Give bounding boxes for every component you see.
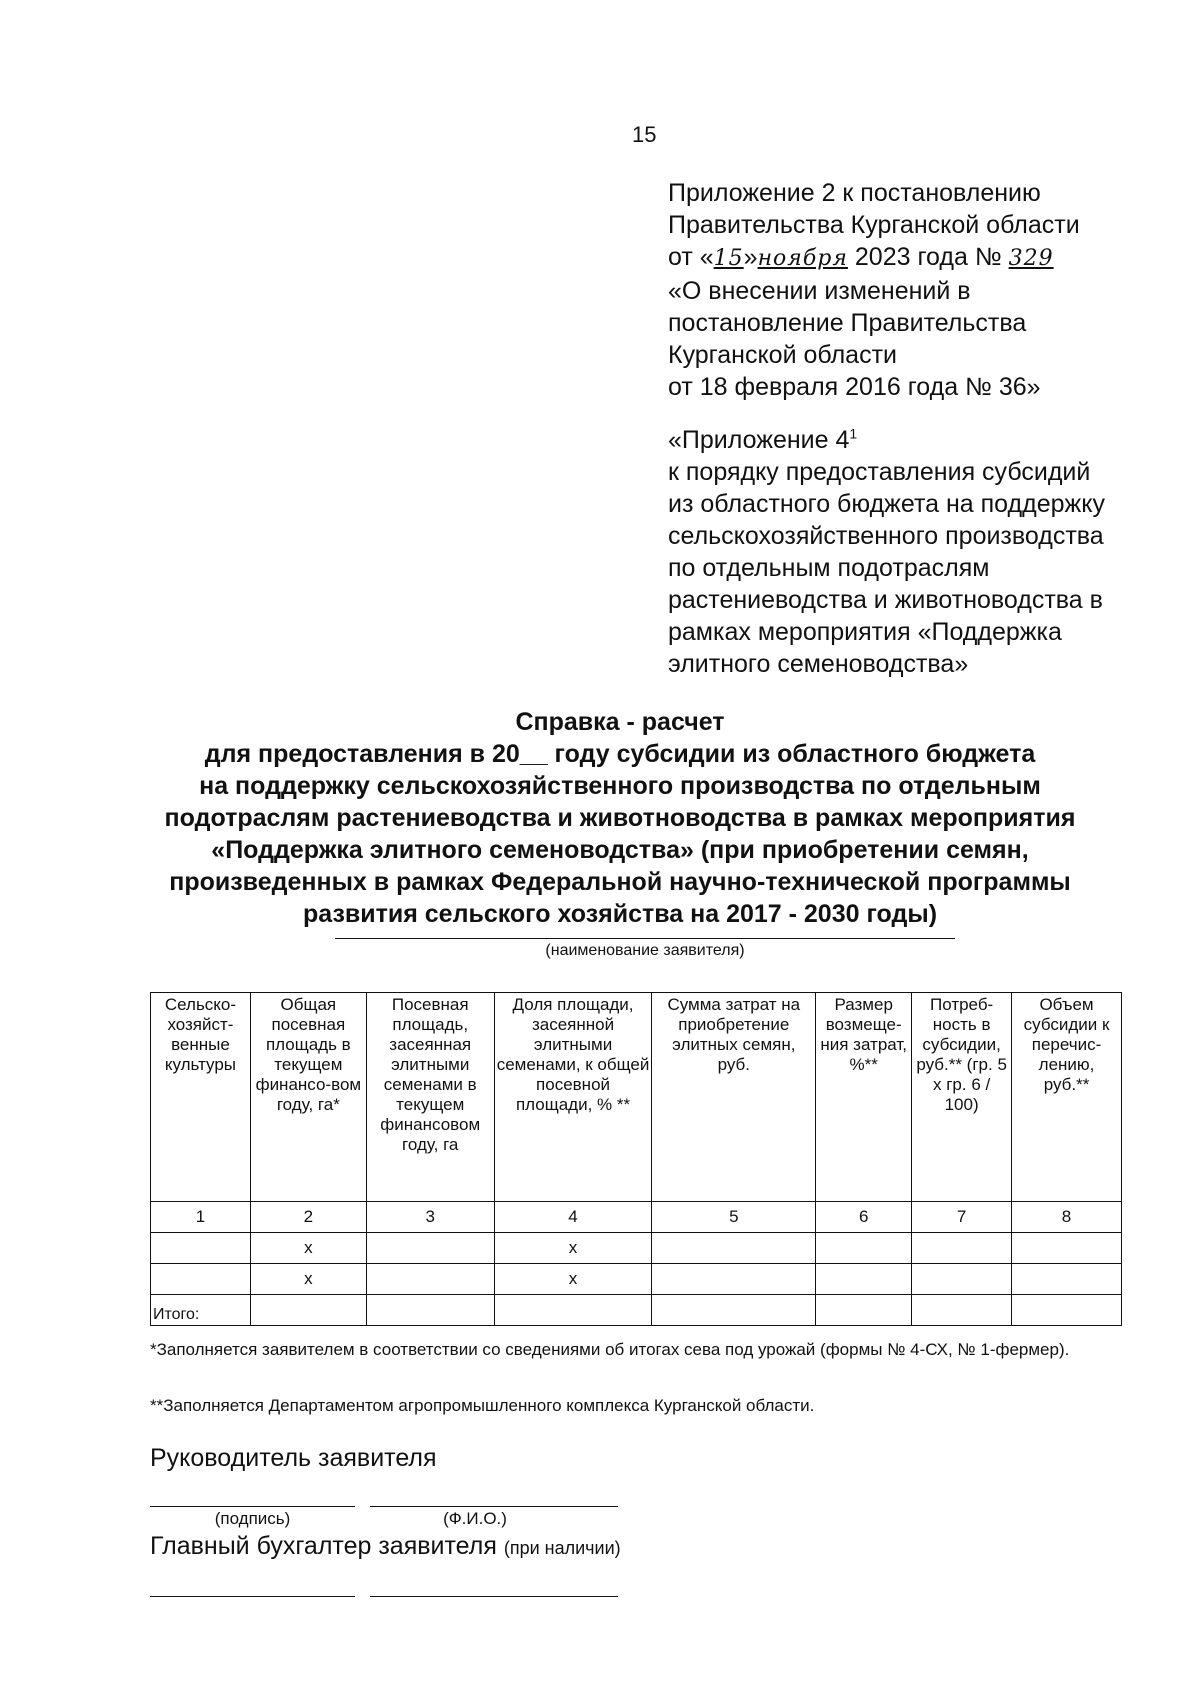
- accountant-name-line[interactable]: [370, 1596, 618, 1597]
- annex-line: сельскохозяйственного производства: [668, 522, 1104, 550]
- table-cell[interactable]: [151, 1233, 251, 1264]
- annex-superscript: 1: [849, 425, 858, 442]
- table-cell[interactable]: х: [494, 1233, 652, 1264]
- header-cell: Сумма затрат на приобретение элитных семян, руб.: [652, 993, 816, 1202]
- handwritten-month: ноября: [757, 246, 848, 271]
- total-row: [151, 1295, 1122, 1326]
- table-cell[interactable]: х: [250, 1264, 366, 1295]
- header-cell: Объем субсидии к перечис-лению, руб.**: [1012, 993, 1122, 1202]
- accountant-signature-label: Главный бухгалтер заявителя (при наличии): [150, 1532, 621, 1560]
- title-line: развития сельского хозяйства на 2017 - 2030 годы): [302, 900, 938, 928]
- calculation-table: [150, 992, 1122, 1326]
- column-number: 6: [816, 1202, 912, 1233]
- table-cell[interactable]: [652, 1264, 816, 1295]
- handwritten-day: 15: [713, 246, 744, 271]
- column-number: 4: [494, 1202, 652, 1233]
- date-year: 2023 года №: [847, 243, 1009, 271]
- name-line[interactable]: [370, 1506, 618, 1507]
- title-heading: Справка - расчет: [515, 708, 725, 736]
- title-line: подотраслям растениеводства и животноводства в рамках мероприятия: [164, 804, 1076, 832]
- column-number: 5: [652, 1202, 816, 1233]
- document-title: [150, 706, 1090, 930]
- header-cell: Потреб-ность в субсидии, руб.** (гр. 5 х гр. 6 / 100): [912, 993, 1012, 1202]
- applicant-caption: (наименование заявителя): [545, 942, 745, 959]
- date-mid: »: [743, 243, 758, 271]
- table-cell[interactable]: [1012, 1295, 1122, 1326]
- column-number: 3: [366, 1202, 494, 1233]
- accountant-signature-line[interactable]: [150, 1596, 355, 1597]
- signature-caption: (подпись): [214, 1509, 291, 1528]
- title-line: произведенных в рамках Федеральной научно-технической программы: [169, 868, 1071, 896]
- applicant-name-line: [335, 938, 955, 939]
- table-cell[interactable]: [816, 1233, 912, 1264]
- appendix-block: [668, 177, 1138, 680]
- title-line: для предоставления в 20__ году субсидии из областного бюджета: [204, 740, 1036, 768]
- accountant-note: (при наличии): [503, 1538, 621, 1558]
- appendix-line: Приложение 2 к постановлению: [668, 179, 1041, 207]
- applicant-field: [335, 938, 955, 960]
- header-cell: Сельско-хозяйст-венные культуры: [151, 993, 251, 1202]
- appendix-line: Правительства Курганской области: [668, 211, 1080, 239]
- table-cell[interactable]: [366, 1295, 494, 1326]
- table-row: [151, 1264, 1122, 1295]
- column-number-row: [151, 1202, 1122, 1233]
- table-row: [151, 1233, 1122, 1264]
- table-cell[interactable]: х: [494, 1264, 652, 1295]
- footnote-applicant: *Заполняется заявителем в соответствии со сведениями об итогах сева под урожай (формы № 4-СХ, № 1-фермер).: [150, 1340, 1070, 1359]
- annex-line: растениеводства и животноводства в: [668, 586, 1103, 614]
- annex-line: к порядку предоставления субсидий: [668, 458, 1091, 486]
- table-cell[interactable]: [816, 1264, 912, 1295]
- table-cell[interactable]: [1012, 1233, 1122, 1264]
- column-number: 7: [912, 1202, 1012, 1233]
- column-number: 2: [250, 1202, 366, 1233]
- table-cell[interactable]: [250, 1295, 366, 1326]
- table-header-row: [151, 993, 1122, 1202]
- appendix-line: Курганской области: [668, 341, 898, 369]
- name-caption: (Ф.И.О.): [443, 1509, 507, 1528]
- table-cell[interactable]: [151, 1264, 251, 1295]
- table-cell[interactable]: [494, 1295, 652, 1326]
- header-cell: Доля площади, засеянной элитными семенами, к общей посевной площади, % **: [494, 993, 652, 1202]
- table-cell[interactable]: [912, 1233, 1012, 1264]
- appendix-line: постановление Правительства: [668, 309, 1027, 337]
- total-label: Итого:: [151, 1295, 251, 1326]
- annex-line: элитного семеноводства»: [668, 650, 969, 678]
- table-cell[interactable]: [912, 1295, 1012, 1326]
- column-number: 1: [151, 1202, 251, 1233]
- date-prefix: от «: [668, 243, 714, 271]
- head-signature-label: Руководитель заявителя: [150, 1444, 437, 1472]
- table-cell[interactable]: [652, 1295, 816, 1326]
- table-cell[interactable]: [366, 1264, 494, 1295]
- annex-title: «Приложение $4^1$: [668, 425, 858, 454]
- appendix-date-line: [668, 241, 1138, 275]
- table-cell[interactable]: х: [250, 1233, 366, 1264]
- title-line: на поддержку сельскохозяйственного производства по отдельным: [199, 772, 1041, 800]
- appendix-line: «О внесении изменений в: [668, 277, 971, 305]
- table-cell[interactable]: [912, 1264, 1012, 1295]
- table-cell[interactable]: [1012, 1264, 1122, 1295]
- table-cell[interactable]: [652, 1233, 816, 1264]
- appendix-line: от 18 февраля 2016 года № 36»: [668, 373, 1041, 401]
- column-number: 8: [1012, 1202, 1122, 1233]
- table-cell[interactable]: [366, 1233, 494, 1264]
- footnote-department: **Заполняется Департаментом агропромышленного комплекса Курганской области.: [150, 1396, 815, 1415]
- header-cell: Размер возмеще-ния затрат, %**: [816, 993, 912, 1202]
- table-cell[interactable]: [816, 1295, 912, 1326]
- handwritten-number: 329: [1008, 246, 1054, 271]
- signature-line[interactable]: [150, 1506, 355, 1507]
- annex-line: из областного бюджета на поддержку: [668, 490, 1105, 518]
- annex-line: рамках мероприятия «Поддержка: [668, 618, 1062, 646]
- annex-line: по отдельным подотраслям: [668, 554, 990, 582]
- page-number: 15: [632, 122, 657, 147]
- header-cell: Общая посевная площадь в текущем финансо-вом году, га*: [250, 993, 366, 1202]
- header-cell: Посевная площадь, засеянная элитными семенами в текущем финансовом году, га: [366, 993, 494, 1202]
- title-line: «Поддержка элитного семеноводства» (при приобретении семян,: [211, 836, 1029, 864]
